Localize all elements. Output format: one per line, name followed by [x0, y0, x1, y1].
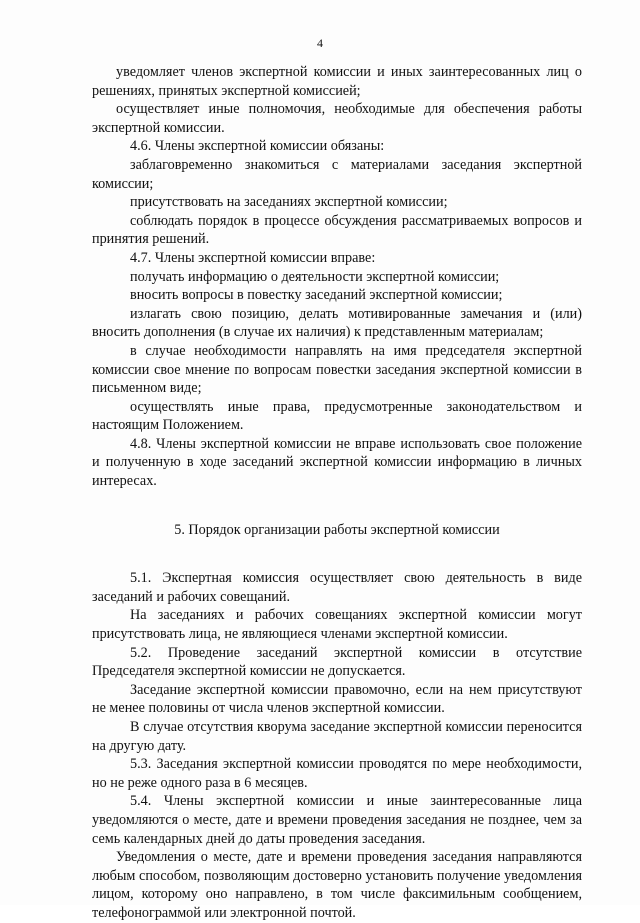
- paragraph: 5.4. Члены экспертной комиссии и иные заинтересованные лица уведомляются о месте, дате и времени проведения заседания не позднее, чем за семь календарных дней до даты проведения заседания.: [92, 793, 582, 847]
- paragraph: Уведомления о месте, дате и времени проведения заседания направляются любым способом, позволяющим достоверно установить получение уведомления лицом, которому оно направлено, в том числе факсимильным сообщением, телефонограммой или электронной почтой.: [92, 849, 582, 921]
- paragraph: 4.6. Члены экспертной комиссии обязаны:: [130, 138, 385, 155]
- paragraph: 5.2. Проведение заседаний экспертной комиссии в отсутствие Председателя экспертной комиссии не допускается.: [92, 644, 582, 680]
- paragraph: получать информацию о деятельности экспертной комиссии;: [130, 268, 500, 285]
- paragraph: 5.1. Экспертная комиссия осуществляет свою деятельность в виде заседаний и рабочих совещаний.: [92, 570, 582, 605]
- paragraph: вносить вопросы в повестку заседаний экспертной комиссии;: [130, 287, 503, 304]
- paragraph: Заседание экспертной комиссии правомочно, если на нем присутствуют не менее половины от числа членов экспертной комиссии.: [92, 681, 582, 717]
- paragraph: присутствовать на заседаниях экспертной комиссии;: [130, 194, 448, 211]
- paragraph: осуществлять иные права, предусмотренные законодательством и настоящим Положением.: [92, 398, 582, 434]
- paragraph: В случае отсутствия кворума заседание экспертной комиссии переносится на другую дату.: [92, 719, 582, 754]
- paragraph: соблюдать порядок в процессе обсуждения рассматриваемых вопросов и принятия решений.: [92, 212, 582, 248]
- paragraph: 4.7. Члены экспертной комиссии вправе:: [130, 249, 376, 266]
- page-number: 4: [317, 36, 323, 50]
- paragraph: уведомляет членов экспертной комиссии и иных заинтересованных лиц о решениях, принятых экспертной комиссией;: [92, 64, 582, 99]
- paragraph: осуществляет иные полномочия, необходимые для обеспечения работы экспертной комиссии.: [92, 101, 582, 136]
- section-heading: 5. Порядок организации работы экспертной комиссии: [174, 521, 500, 538]
- paragraph: заблаговременно знакомиться с материалами заседания экспертной комиссии;: [92, 156, 582, 192]
- paragraph: излагать свою позицию, делать мотивированные замечания и (или) вносить дополнения (в случае их наличия) к представленным материалам;: [92, 305, 582, 341]
- paragraph: На заседаниях и рабочих совещаниях экспертной комиссии могут присутствовать лица, не являющиеся членами экспертной комиссии.: [92, 607, 582, 643]
- paragraph: 4.8. Члены экспертной комиссии не вправе использовать свое положение и полученную в ходе заседаний экспертной комиссии информацию в личных интересах.: [92, 435, 582, 490]
- paragraph: в случае необходимости направлять на имя председателя экспертной комиссии свое мнение по вопросам повестки заседания экспертной комиссии в письменном виде;: [92, 342, 582, 397]
- document-body: [92, 63, 582, 923]
- paragraph: 5.3. Заседания экспертной комиссии проводятся по мере необходимости, но не реже одного раза в 6 месяцев.: [92, 756, 582, 791]
